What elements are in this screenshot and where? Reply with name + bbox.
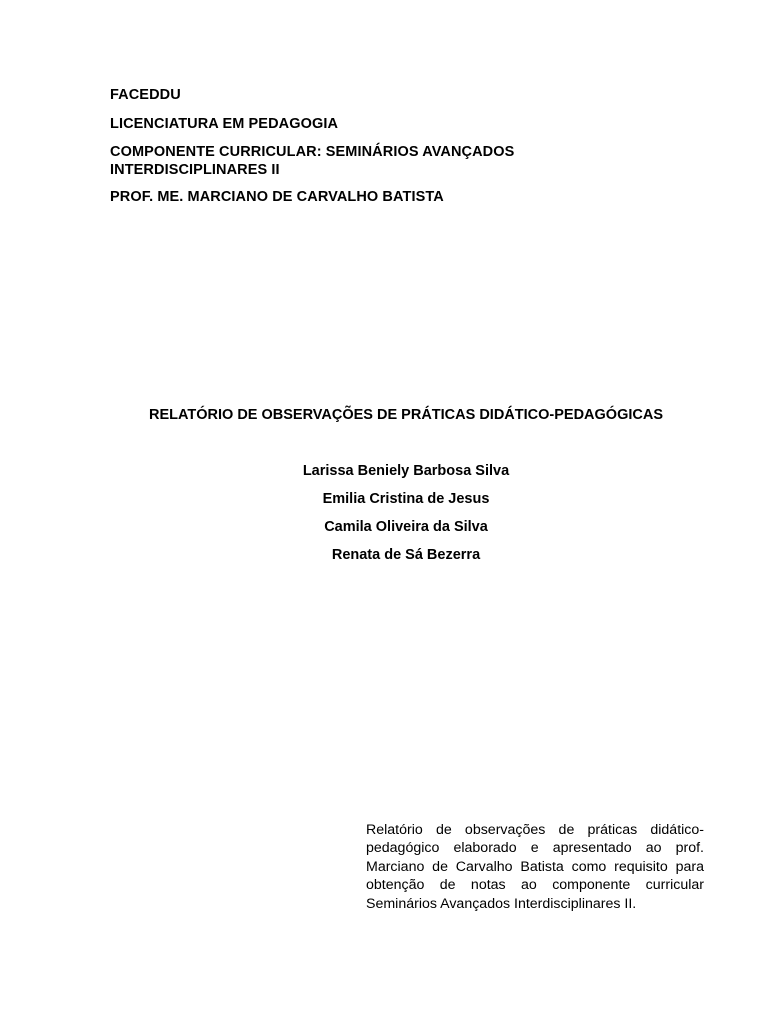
professor-name: PROF. ME. MARCIANO DE CARVALHO BATISTA <box>110 189 444 205</box>
author-name: Renata de Sá Bezerra <box>331 547 481 563</box>
author-name: Emilia Cristina de Jesus <box>322 491 490 507</box>
report-description-note: Relatório de observações de práticas didático-pedagógico elaborado e apresentado ao prof. Marciano de Carvalho Batista como requisito para obtenção de notas ao componente curricular Seminários Avançados Interdisciplinares II. <box>366 822 704 912</box>
institution-name: FACEDDU <box>110 87 181 103</box>
report-title: RELATÓRIO DE OBSERVAÇÕES DE PRÁTICAS DIDÁTICO-PEDAGÓGICAS <box>149 407 663 423</box>
author-name: Camila Oliveira da Silva <box>324 519 488 535</box>
author-name: Larissa Beniely Barbosa Silva <box>302 463 510 479</box>
curricular-component: COMPONENTE CURRICULAR: SEMINÁRIOS AVANÇADOS INTERDISCIPLINARES II <box>110 144 515 178</box>
course-name: LICENCIATURA EM PEDAGOGIA <box>110 116 339 132</box>
